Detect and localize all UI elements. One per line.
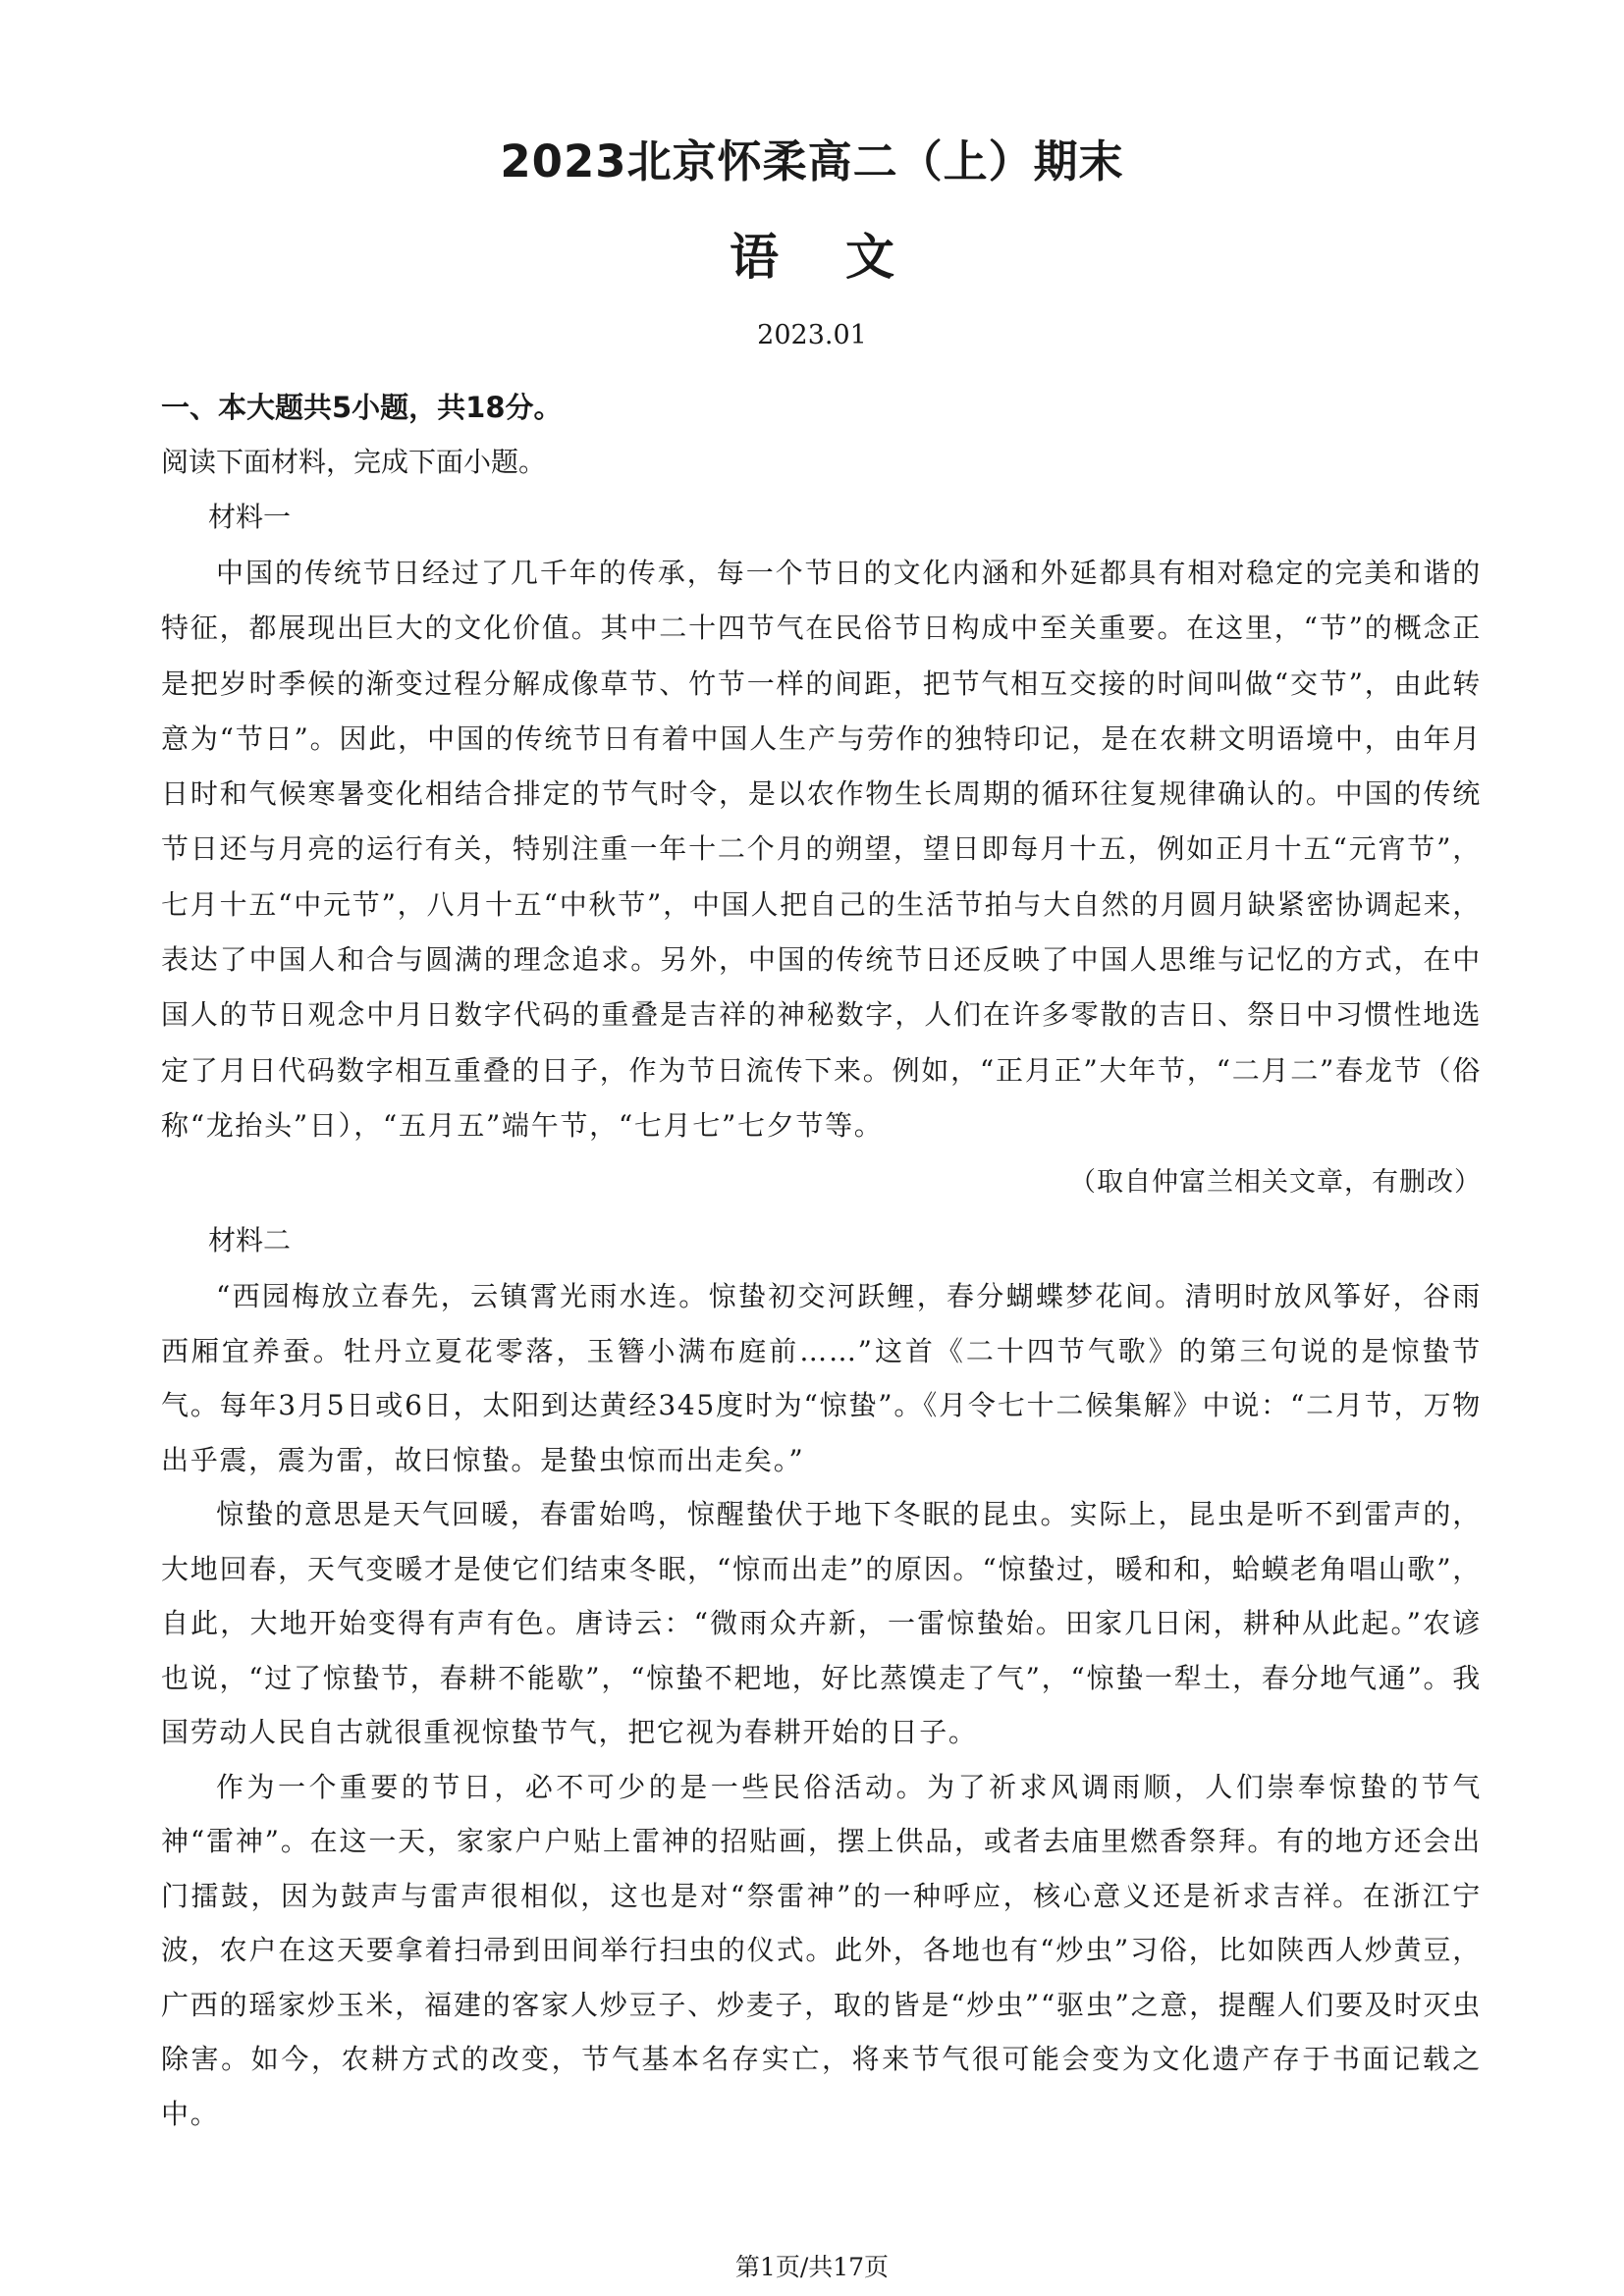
material-one-source: （取自仲富兰相关文章，有删改） xyxy=(1069,1167,1482,1199)
section-heading: 一、本大题共5小题，共18分。 xyxy=(161,391,563,424)
material-two-paragraph: 作为一个重要的节日，必不可少的是一些民俗活动。为了祈求风调雨顺，人们崇奉惊蛰的节气神“雷神”。在这一天，家家户户贴上雷神的招贴画，摆上供品，或者去庙里燃香祭拜。有的地方还会出门擂鼓，因为鼓声与雷声很相似，这也是对“祭雷神”的一种呼应，核心意义还是祈求吉祥。在浙江宁波，农户在这天要拿着扫帚到田间举行扫虫的仪式。此外，各地也有“炒虫”习俗，比如陕西人炒黄豆，广西的瑶家炒玉米，福建的客家人炒豆子、炒麦子，取的皆是“炒虫”“驱虫”之意，提醒人们要及时灭虫除害。如今，农耕方式的改变，节气基本名存实亡，将来节气很可能会变为文化遗产存于书面记载之中。 xyxy=(161,1770,1482,2130)
exam-title: 2023北京怀柔高二（上）期末 xyxy=(500,135,1124,187)
material-two-paragraph: “西园梅放立春先，云镇霄光雨水连。惊蛰初交河跃鲤，春分蝴蝶梦花间。清明时放风筝好，谷雨西厢宜养蚕。牡丹立夏花零落，玉簪小满布庭前……”这首《二十四节气歌》的第三句说的是惊蛰节气。每年3月5日或6日，太阳到达黄经345度时为“惊蛰”。《月令七十二候集解》中说：“二月节，万物出乎震，震为雷，故曰惊蛰。是蛰虫惊而出走矣。” xyxy=(161,1280,1482,1476)
material-one-label: 材料一 xyxy=(208,501,292,533)
subject-heading: 语文 xyxy=(730,229,961,286)
page-indicator: 第1页/共17页 xyxy=(734,2253,890,2281)
material-one-paragraph: 中国的传统节日经过了几千年的传承，每一个节日的文化内涵和外延都具有相对稳定的完美和谐的特征，都展现出巨大的文化价值。其中二十四节气在民俗节日构成中至关重要。在这里，“节”的概念正是把岁时季候的渐变过程分解成像草节、竹节一样的间距，把节气相互交接的时间叫做“交节”，由此转意为“节日”。因此，中国的传统节日有着中国人生产与劳作的独特印记，是在农耕文明语境中，由年月日时和气候寒暑变化相结合排定的节气时令，是以农作物生长周期的循环往复规律确认的。中国的传统节日还与月亮的运行有关，特别注重一年十二个月的朔望，望日即每月十五，例如正月十五“元宵节”，七月十五“中元节”，八月十五“中秋节”，中国人把自己的生活节拍与大自然的月圆月缺紧密协调起来，表达了中国人和合与圆满的理念追求。另外，中国的传统节日还反映了中国人思维与记忆的方式，在中国人的节日观念中月日数字代码的重叠是吉祥的神秘数字，人们在许多零散的吉日、祭日中习惯性地选定了月日代码数字相互重叠的日子，作为节日流传下来。例如，“正月正”大年节，“二月二”春龙节（俗称“龙抬头”日），“五月五”端午节，“七月七”七夕节等。 xyxy=(161,557,1482,1142)
exam-date: 2023.01 xyxy=(757,320,867,350)
material-two-label: 材料二 xyxy=(208,1224,292,1257)
exam-body xyxy=(161,379,1482,2141)
reading-instruction: 阅读下面材料，完成下面小题。 xyxy=(161,446,547,478)
material-two-paragraph: 惊蛰的意思是天气回暖，春雷始鸣，惊醒蛰伏于地下冬眠的昆虫。实际上，昆虫是听不到雷声的，大地回春，天气变暖才是使它们结束冬眠，“惊而出走”的原因。“惊蛰过，暖和和，蛤蟆老角唱山歌”，自此，大地开始变得有声有色。唐诗云：“微雨众卉新，一雷惊蛰始。田家几日闲，耕种从此起。”农谚也说，“过了惊蛰节，春耕不能歇”，“惊蛰不耙地，好比蒸馍走了气”，“惊蛰一犁土，春分地气通”。我国劳动人民自古就很重视惊蛰节气，把它视为春耕开始的日子。 xyxy=(161,1498,1482,1749)
